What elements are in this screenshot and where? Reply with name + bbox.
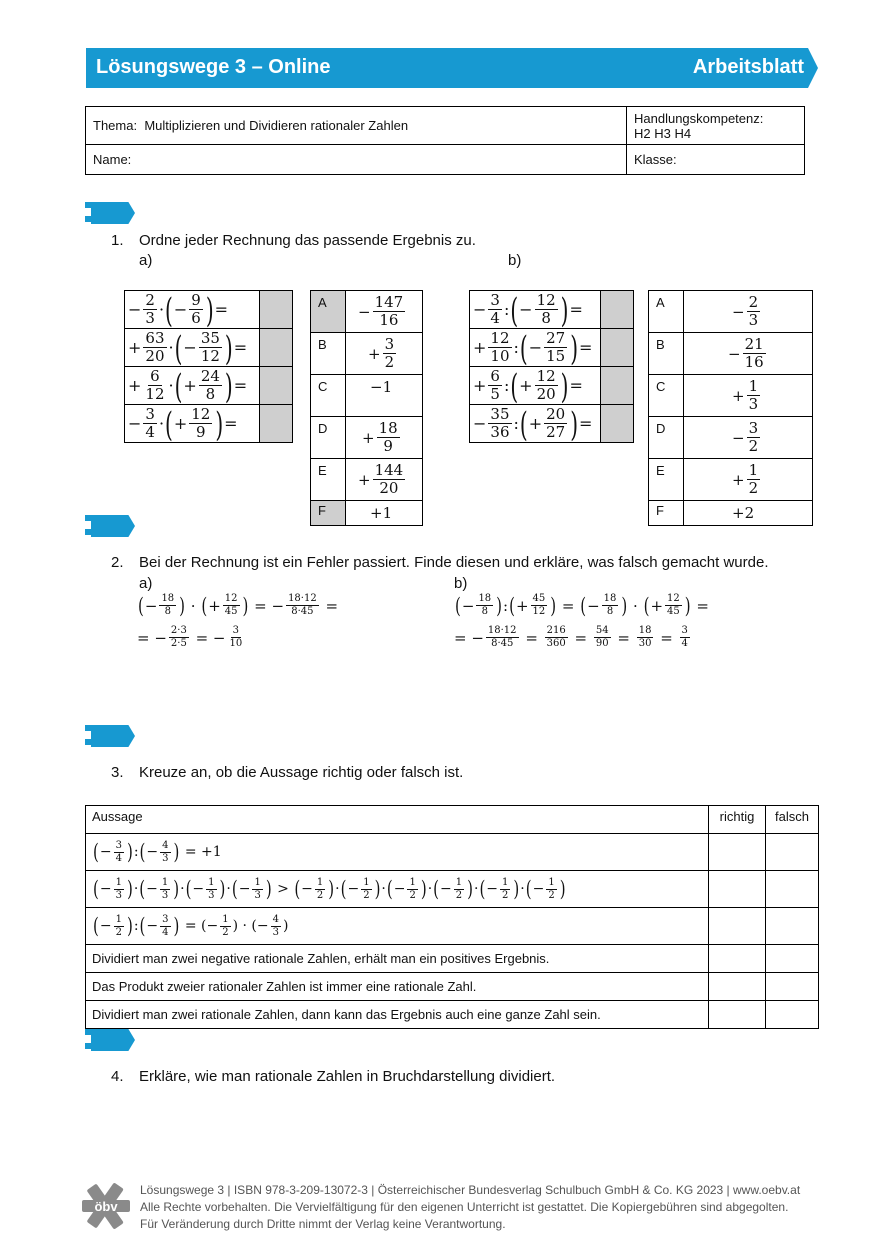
table-row: ( − 1 2 ) : ( − 3 4 ) = (− 1 2 ) · (− 4 3 )	[86, 908, 819, 945]
answer-box[interactable]	[601, 291, 634, 329]
table-row	[86, 973, 819, 1001]
competence-label: Handlungskompetenz:	[634, 110, 764, 126]
answer-box[interactable]	[601, 329, 634, 367]
info-table	[85, 106, 805, 175]
task-2-label-b: b)	[454, 575, 468, 592]
task-2a-line-1: ( − 18 8 ) · ( + 12 45 ) = − 18·12 8·45 =	[138, 592, 339, 619]
task-2b-line-2: = − 18·12 8·45 = 216 360 = 54 90 = 18 30 = 3 4	[454, 625, 688, 649]
result-letter: F	[311, 501, 346, 526]
statement-text: Dividiert man zwei negative rationale Zahlen, erhält man ein positives Ergebnis.	[86, 945, 709, 973]
task-3	[111, 764, 811, 784]
checkbox-false[interactable]	[766, 871, 819, 908]
result-letter: B	[649, 333, 684, 375]
table-row: ( − 3 4 ) : ( − 4 3 ) = +1	[86, 834, 819, 871]
topic-label: Thema:	[93, 118, 138, 133]
task-1b-results: A − 2 3 B − 21 16 C + 1 3 D − 3 2 E + 1 2 F +2	[648, 290, 813, 526]
topic-cell	[86, 107, 627, 145]
footer-line-3: Für Veränderung durch Dritte nimmt der Verlag keine Verantwortung.	[140, 1217, 506, 1231]
answer-box[interactable]	[260, 367, 293, 405]
result-letter: A	[311, 291, 346, 333]
header-banner	[86, 48, 818, 88]
checkbox-true[interactable]	[709, 834, 766, 871]
result-letter: F	[649, 501, 684, 526]
result-letter: D	[311, 417, 346, 459]
task-1b-expressions: − 3 4 : ( − 12 8 ) = + 12 10 : ( − 27 15 ) = + 6 5 : ( + 12 20 ) = − 35 36 : ( + 20 27 ) =	[469, 290, 634, 443]
task-4	[111, 1068, 811, 1088]
result-letter: E	[311, 459, 346, 501]
col-false-header: falsch	[766, 806, 819, 834]
answer-box[interactable]	[260, 405, 293, 443]
oebv-logo-icon	[80, 1180, 132, 1232]
task-3-number: 3.	[111, 764, 124, 781]
topic-value: Multiplizieren und Dividieren rationaler Zahlen	[144, 118, 409, 133]
competence-cell	[627, 107, 805, 145]
footer-line-2: Alle Rechte vorbehalten. Die Vervielfältigung für den eigenen Unterricht ist gestattet. Die Kopiergebühren sind abgegolten.	[140, 1200, 789, 1214]
checkbox-false[interactable]	[766, 834, 819, 871]
checkbox-true[interactable]	[709, 871, 766, 908]
banner-title: Lösungswege 3 – Online	[96, 56, 331, 78]
table-row	[86, 1001, 819, 1029]
checkbox-false[interactable]	[766, 973, 819, 1001]
result-letter: B	[311, 333, 346, 375]
checkbox-true[interactable]	[709, 945, 766, 973]
checkbox-true[interactable]	[709, 973, 766, 1001]
result-letter: C	[311, 375, 346, 417]
task-2	[111, 554, 811, 574]
name-label: Name:	[93, 152, 132, 167]
task-4-text: Erkläre, wie man rationale Zahlen in Bruchdarstellung dividiert.	[139, 1068, 556, 1085]
result-letter: C	[649, 375, 684, 417]
banner-worksheet-label: Arbeitsblatt	[692, 56, 804, 78]
col-statement-header: Aussage	[86, 806, 709, 834]
task-2a-line-2: = − 2·3 2·5 = − 3 10	[137, 625, 243, 649]
task-2-number: 2.	[111, 554, 124, 571]
task-2-text: Bei der Rechnung ist ein Fehler passiert. Finde diesen und erkläre, was falsch gemacht wurde.	[139, 554, 769, 571]
class-field[interactable]	[627, 145, 805, 175]
result-letter: A	[649, 291, 684, 333]
table-row	[86, 945, 819, 973]
answer-box[interactable]	[601, 367, 634, 405]
task-1-text: Ordne jeder Rechnung das passende Ergebnis zu.	[139, 232, 476, 249]
checkbox-false[interactable]	[766, 908, 819, 945]
competence-value: H2 H3 H4	[634, 125, 692, 141]
checkbox-false[interactable]	[766, 1001, 819, 1029]
task-marker-icon	[85, 515, 135, 537]
svg-text:öbv: öbv	[94, 1199, 118, 1214]
footer-line-1: Lösungswege 3 | ISBN 978-3-209-13072-3 | Österreichischer Bundesverlag Schulbuch GmbH & Co. KG 2023 | www.oebv.at	[140, 1183, 801, 1197]
class-label: Klasse:	[634, 152, 677, 167]
task-1-label-b: b)	[508, 252, 522, 269]
task-1a-expressions: − 2 3 · ( − 9 6 ) = + 63 20 · ( − 35 12 ) = + 6 12 · ( + 24 8 ) = − 3 4 · ( + 12 9 ) =	[124, 290, 293, 443]
statement-text: Dividiert man zwei rationale Zahlen, dann kann das Ergebnis auch eine ganze Zahl sein.	[86, 1001, 709, 1029]
footer-text	[140, 1182, 800, 1233]
task-4-number: 4.	[111, 1068, 124, 1085]
task-2-label-a: a)	[139, 575, 153, 592]
task-1-label-a: a)	[139, 252, 153, 269]
name-field[interactable]	[86, 145, 627, 175]
result-letter: D	[649, 417, 684, 459]
checkbox-true[interactable]	[709, 1001, 766, 1029]
answer-box[interactable]	[260, 329, 293, 367]
answer-box[interactable]	[601, 405, 634, 443]
task-1a-results: A − 147 16 B + 3 2 C −1 D + 18 9 E + 144 20 F +1	[310, 290, 423, 526]
task-1-number: 1.	[111, 232, 124, 249]
statement-table	[85, 805, 819, 1029]
task-marker-icon	[85, 1029, 135, 1051]
task-marker-icon	[85, 725, 135, 747]
result-letter: E	[649, 459, 684, 501]
checkbox-false[interactable]	[766, 945, 819, 973]
statement-text: Das Produkt zweier rationaler Zahlen ist immer eine rationale Zahl.	[86, 973, 709, 1001]
checkbox-true[interactable]	[709, 908, 766, 945]
table-row: ( − 1 3 ) · ( − 1 3 ) · ( − 1 3 ) · ( − 1 3 ) > ( − 1 2 ) · ( − 1 2 ) · ( − 1 2 ) · ( − 1 2 ) · ( − 1 2 ) · ( − 1 2 )	[86, 871, 819, 908]
answer-box[interactable]	[260, 291, 293, 329]
task-3-text: Kreuze an, ob die Aussage richtig oder falsch ist.	[139, 764, 464, 781]
task-marker-icon	[85, 202, 135, 224]
task-1	[111, 232, 811, 252]
task-2b-line-1: ( − 18 8 ) : ( + 45 12 ) = ( − 18 8 ) · ( + 12 45 ) =	[455, 592, 709, 619]
col-true-header: richtig	[709, 806, 766, 834]
